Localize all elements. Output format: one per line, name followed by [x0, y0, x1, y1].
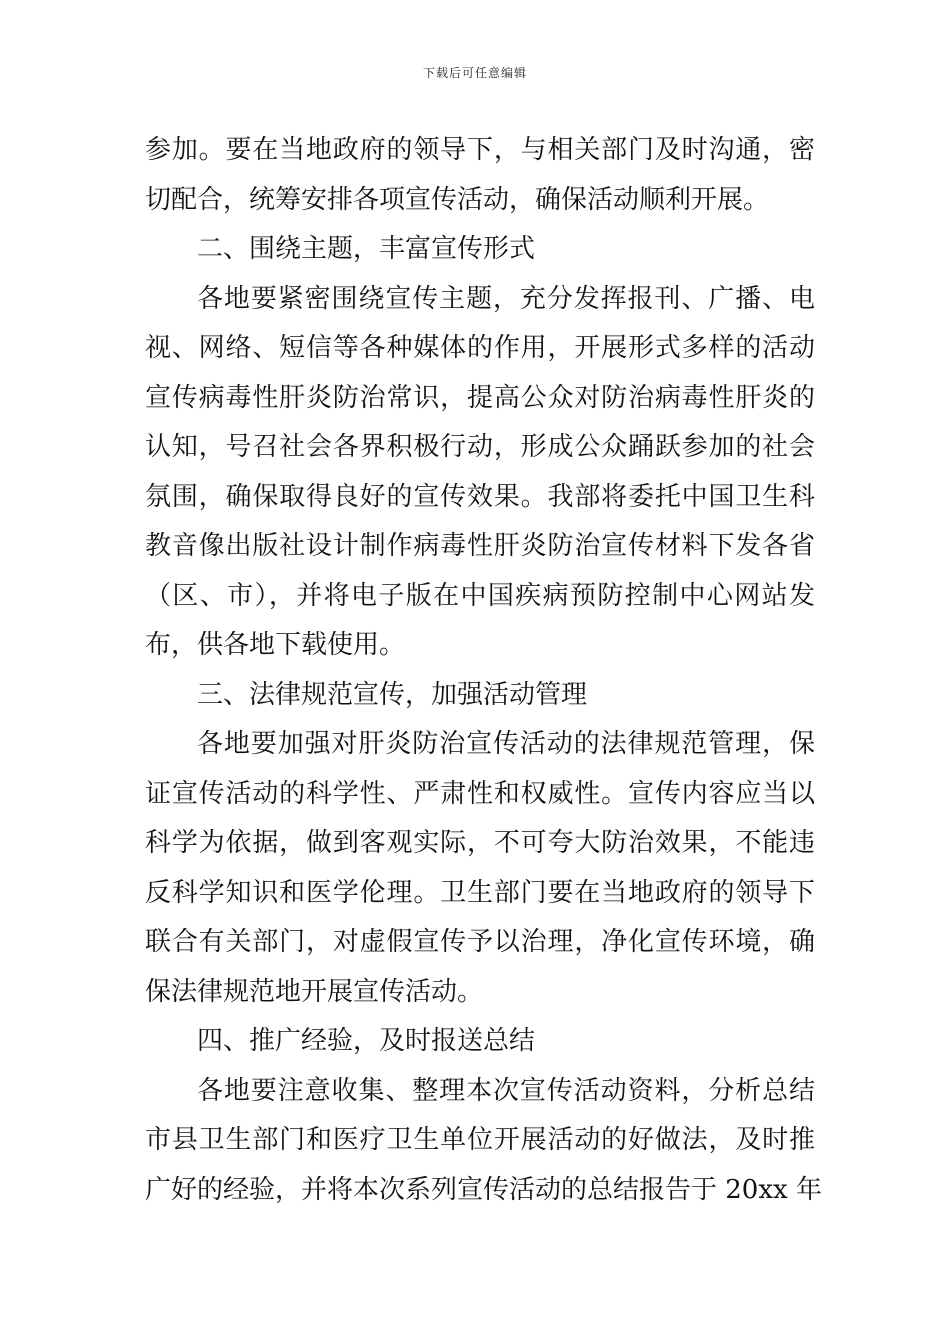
paragraph-line: 认知，号召社会各界积极行动，形成公众踊跃参加的社会 — [145, 432, 815, 462]
paragraph-line-indented: 各地要紧密围绕宣传主题，充分发挥报刊、广播、电 — [197, 283, 815, 314]
paragraph-line: 视、网络、短信等各种媒体的作用，开展形式多样的活动 — [145, 333, 815, 363]
paragraph-line-indented: 各地要加强对肝炎防治宣传活动的法律规范管理，保 — [197, 729, 815, 759]
paragraph-line: 反科学知识和医学伦理。卫生部门要在当地政府的领导下 — [145, 877, 815, 908]
paragraph-line-indented: 二、围绕主题，丰富宣传形式 — [197, 234, 536, 264]
paragraph-line: 证宣传活动的科学性、严肃性和权威性。宣传内容应当以 — [145, 778, 815, 809]
paragraph-line: 切配合，统筹安排各项宣传活动，确保活动顺利开展。 — [145, 184, 770, 215]
document-body — [145, 126, 822, 1215]
paragraph-line: 氛围，确保取得良好的宣传效果。我部将委托中国卫生科 — [145, 481, 815, 512]
paragraph-line-indented: 三、法律规范宣传，加强活动管理 — [197, 679, 588, 710]
paragraph-line: 广好的经验，并将本次系列宣传活动的总结报告于 20xx 年 — [145, 1174, 822, 1205]
paragraph-line: 参加。要在当地政府的领导下，与相关部门及时沟通，密 — [145, 135, 815, 165]
paragraph-line-indented: 四、推广经验，及时报送总结 — [197, 1026, 536, 1056]
paragraph-line-indented: 各地要注意收集、整理本次宣传活动资料，分析总结 — [197, 1075, 815, 1106]
paragraph-line: 保法律规范地开展宣传活动。 — [145, 976, 484, 1007]
paragraph-line: 宣传病毒性肝炎防治常识，提高公众对防治病毒性肝炎的 — [145, 382, 815, 413]
paragraph-line: 教音像出版社设计制作病毒性肝炎防治宣传材料下发各省 — [145, 531, 815, 561]
paragraph-line: （区、市），并将电子版在中国疾病预防控制中心网站发 — [145, 580, 815, 611]
paragraph-line: 科学为依据，做到客观实际，不可夸大防治效果，不能违 — [145, 828, 815, 858]
paragraph-line: 市县卫生部门和医疗卫生单位开展活动的好做法，及时推 — [145, 1125, 815, 1155]
paragraph-line: 联合有关部门，对虚假宣传予以治理，净化宣传环境，确 — [145, 927, 815, 957]
paragraph-line: 布，供各地下载使用。 — [145, 630, 406, 660]
page-header-note: 下载后可任意编辑 — [422, 66, 527, 80]
